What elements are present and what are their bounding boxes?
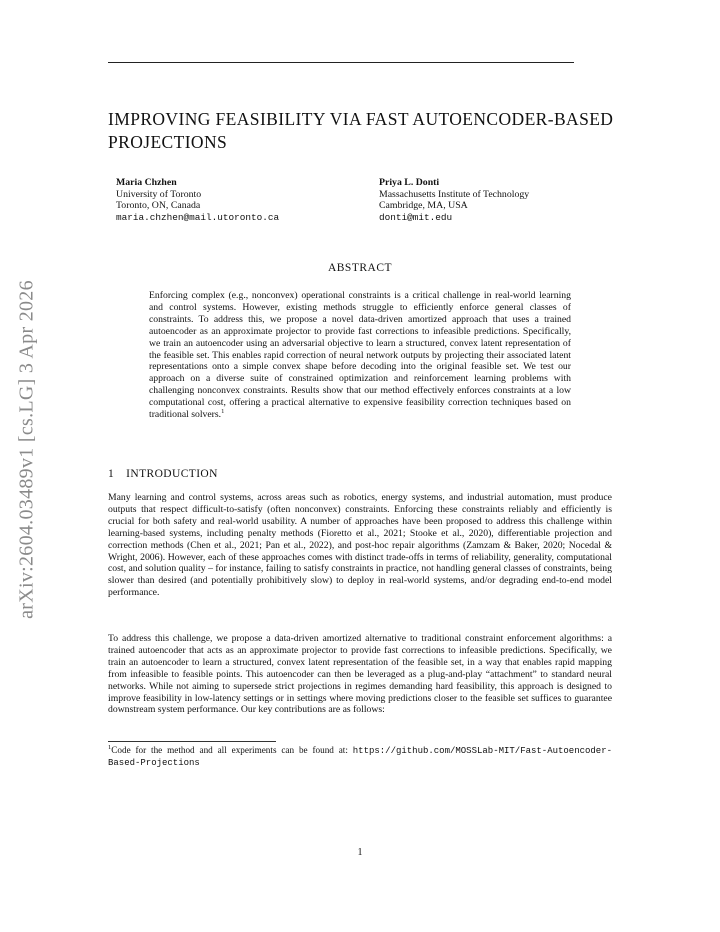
paper-title-line-2: PROJECTIONS: [108, 132, 228, 152]
section-number: 1: [108, 468, 115, 480]
footnote-text: Code for the method and all experiments can be found at:: [111, 745, 348, 755]
section-heading-introduction: [108, 468, 218, 480]
author-location: Cambridge, MA, USA: [379, 200, 468, 211]
footnote: [108, 745, 612, 769]
intro-paragraph-1: Many learning and control systems, across areas such as robotics, energy systems, and industrial automation, must produce outputs that respect difficult-to-satisfy (often nonconvex) constraints. Enforcing these constraints reliably and efficiently is crucial for both safety and real-world usability. A number of approaches have been proposed to address this challenge within learning-based systems, including penalty methods (Fioretto et al., 2021; Stooke et al., 2020), differentiable projection and correction methods (Chen et al., 2021; Pan et al., 2022), and post-hoc repair algorithms (Zamzam & Baker, 2020; Nocedal & Wright, 2006). However, each of these approaches comes with distinct trade-offs in terms of reliability, generality, computational cost, and solution quality – for instance, failing to satisfy constraints in practice, not handling general classes of constraints, being slower than desired (and potentially prohibitively slow) to deploy in real-world systems, and/or degrading end-to-end model performance.: [108, 492, 612, 599]
paper-title-line-1: IMPROVING FEASIBILITY VIA FAST AUTOENCODER-BASED: [108, 109, 614, 129]
author-location: Toronto, ON, Canada: [116, 200, 201, 211]
author-email[interactable]: donti@mit.edu: [379, 211, 453, 223]
footnote-marker[interactable]: 1: [221, 407, 225, 415]
intro-paragraph-2: To address this challenge, we propose a data-driven amortized alternative to traditional constraint enforcement algorithms: a trained autoencoder that acts as an approximate projector to provide fast corrections to infeasible predictions. Specifically, we train an autoencoder to learn a structured, convex latent representation of the feasible set, in a way that enables rapid mapping from infeasible to feasible points. This autoencoder can then be leveraged as a plug-and-play “attachment” to standard neural networks. While not aiming to supersede strict projections in regimes demanding hard feasibility, this approach is designed to improve feasibility in low-latency settings or in settings where moving predictions closer to the feasible set suffices to guarantee downstream system performance. Our key contributions are as follows:: [108, 633, 612, 716]
author-block-1: [116, 177, 279, 223]
footnote-rule: [108, 741, 276, 742]
paper-title: [108, 108, 628, 154]
page-number: 1: [357, 847, 363, 858]
footnote-number: 1: [108, 743, 112, 751]
header-rule: [108, 62, 574, 63]
footnote-url[interactable]: https://github.com/MOSSLab-MIT/Fast-Autoencoder-Based-Projections: [108, 746, 613, 769]
section-title: INTRODUCTION: [126, 468, 218, 480]
abstract-body: [149, 290, 571, 421]
arxiv-identifier-stamp[interactable]: arXiv:2604.03489v1 [cs.LG] 3 Apr 2026: [15, 280, 38, 619]
author-email[interactable]: maria.chzhen@mail.utoronto.ca: [116, 211, 280, 223]
author-name: Priya L. Donti: [379, 177, 440, 188]
abstract-text: Enforcing complex (e.g., nonconvex) operational constraints is a critical challenge in real-world learning and control systems. However, existing methods struggle to efficiently enforce general classes of constraints. To address this, we propose a novel data-driven amortized approach that uses a trained autoencoder as an approximate projector to provide fast corrections to infeasible predictions. Specifically, we train an autoencoder using an adversarial objective to learn a structured, convex latent representation of the feasible set. This enables rapid correction of neural network outputs by projecting their associated latent representations onto a simple convex shape before decoding into the original feasible set. We test our approach on a diverse suite of constrained optimization and reinforcement learning problems with challenging nonconvex constraints. Results show that our method effectively enforces constraints at a low computational cost, offering a practical alternative to expensive feasibility correction techniques based on traditional solvers.: [149, 290, 571, 421]
abstract-heading: ABSTRACT: [327, 262, 393, 274]
author-affiliation: Massachusetts Institute of Technology: [379, 188, 530, 200]
author-name: Maria Chzhen: [116, 177, 177, 188]
author-block-2: [379, 177, 529, 223]
author-affiliation: University of Toronto: [116, 188, 202, 200]
